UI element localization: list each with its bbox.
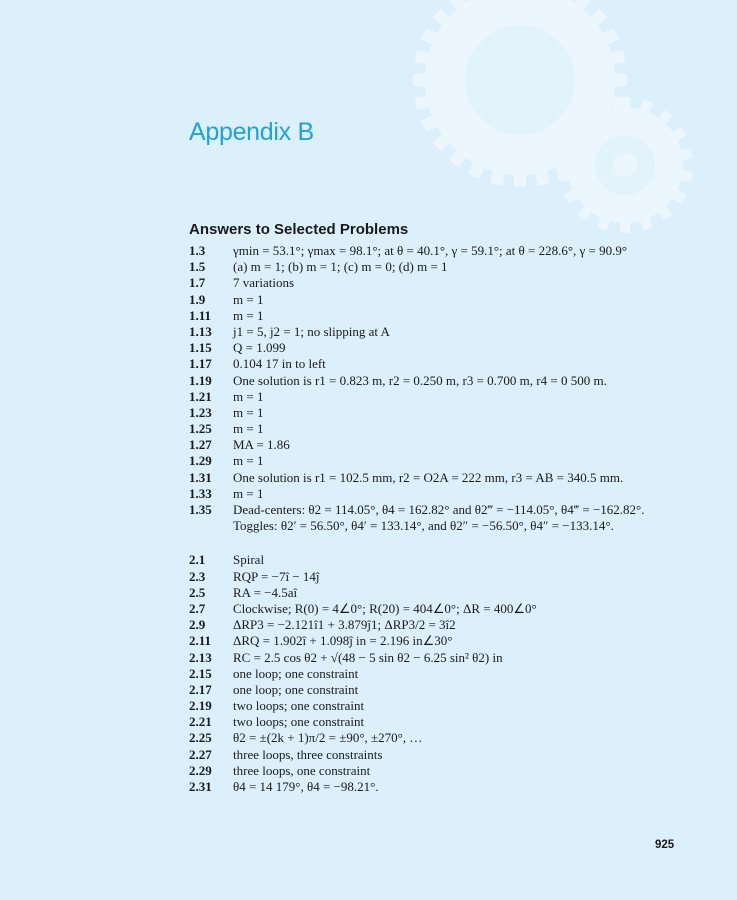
problem-number: 1.7 <box>189 275 206 291</box>
answer-row <box>189 308 709 324</box>
answer-text: one loop; one constraint <box>233 665 359 681</box>
answer-row <box>189 763 709 779</box>
answer-row <box>189 569 709 585</box>
answer-text: j1 = 5, j2 = 1; no slipping at A <box>233 323 390 339</box>
answer-text: MA = 1.86 <box>233 437 290 453</box>
section-heading: Answers to Selected Problems <box>189 221 409 238</box>
problem-number: 2.3 <box>189 568 206 584</box>
answer-row <box>189 601 709 617</box>
answer-text: θ4 = 14 179°, θ4 = −98.21°. <box>233 779 379 794</box>
answer-row <box>189 486 709 502</box>
problem-number: 2.19 <box>189 698 212 714</box>
answer-text: m = 1 <box>233 485 264 501</box>
answer-row <box>189 779 709 795</box>
problem-number: 1.21 <box>189 388 212 404</box>
answer-row <box>189 421 709 437</box>
answer-row <box>189 389 709 405</box>
answer-row <box>189 243 709 259</box>
answer-row <box>189 552 709 568</box>
problem-number: 1.13 <box>189 323 212 339</box>
answer-text: Clockwise; R(0) = 4∠0°; R(20) = 404∠0°; ΔR = 400∠0° <box>233 600 537 616</box>
answer-text: m = 1 <box>233 421 264 437</box>
problem-number: 1.27 <box>189 437 212 453</box>
answer-text: One solution is r1 = 102.5 mm, r2 = O2A = 222 mm, r3 = AB = 340.5 mm. <box>233 469 624 485</box>
problem-number: 2.25 <box>189 730 212 746</box>
answer-row <box>189 356 709 372</box>
answer-text: 7 variations <box>233 275 295 291</box>
answer-row <box>189 666 709 682</box>
answer-row <box>189 502 709 518</box>
problem-number: 1.15 <box>189 340 212 356</box>
answer-row <box>189 714 709 730</box>
problem-number: 1.19 <box>189 372 212 388</box>
answer-row <box>189 470 709 486</box>
answer-text: m = 1 <box>233 388 264 404</box>
problem-number: 1.9 <box>189 291 206 307</box>
answer-row <box>189 585 709 601</box>
answer-row <box>189 373 709 389</box>
problem-number: 1.11 <box>189 307 212 323</box>
problem-number: 1.25 <box>189 421 212 437</box>
answer-text: Toggles: θ2′ = 56.50°, θ4′ = 133.14°, and θ2″ = −56.50°, θ4″ = −133.14°. <box>233 518 614 534</box>
large-gear-icon <box>425 0 615 175</box>
answer-text: Q = 1.099 <box>233 340 286 356</box>
answer-row <box>189 275 709 291</box>
problem-number: 2.29 <box>189 762 212 778</box>
answer-text: three loops, three constraints <box>233 746 383 762</box>
answer-text: Spiral <box>233 552 265 568</box>
answer-text: One solution is r1 = 0.823 m, r2 = 0.250 m, r3 = 0.700 m, r4 = 0 500 m. <box>233 372 607 388</box>
answer-row <box>189 437 709 453</box>
problem-number: 2.15 <box>189 665 212 681</box>
answer-row <box>189 324 709 340</box>
problem-number: 2.9 <box>189 617 206 633</box>
answer-row <box>189 698 709 714</box>
answer-row <box>189 405 709 421</box>
answer-row <box>189 259 709 275</box>
answer-row <box>189 292 709 308</box>
answer-row <box>189 453 709 469</box>
answer-text: m = 1 <box>233 307 264 323</box>
answer-text: two loops; one constraint <box>233 714 365 730</box>
problem-number: 1.23 <box>189 404 212 420</box>
small-gear-icon <box>567 107 683 223</box>
problem-number: 1.5 <box>189 259 206 275</box>
answer-text: m = 1 <box>233 291 264 307</box>
answer-text: m = 1 <box>233 453 264 469</box>
problem-number: 2.31 <box>189 779 212 794</box>
answer-text: RC = 2.5 cos θ2 + √(48 − 5 sin θ2 − 6.25 sin² θ2) in <box>233 649 503 665</box>
problem-number: 2.13 <box>189 649 212 665</box>
answer-text: two loops; one constraint <box>233 698 365 714</box>
answer-row <box>189 650 709 666</box>
page-number: 925 <box>655 839 675 851</box>
answers-list <box>189 243 709 795</box>
answer-text: RQP = −7î − 14ĵ <box>233 568 320 584</box>
answer-row <box>189 518 709 534</box>
answer-text: m = 1 <box>233 404 264 420</box>
problem-number: 2.7 <box>189 600 206 616</box>
problem-number: 2.5 <box>189 584 206 600</box>
problem-number: 1.33 <box>189 485 212 501</box>
problem-number: 2.21 <box>189 714 212 730</box>
answer-row <box>189 730 709 746</box>
answer-text: one loop; one constraint <box>233 681 359 697</box>
answer-row <box>189 617 709 633</box>
appendix-title: Appendix B <box>189 118 314 146</box>
problem-number: 1.3 <box>189 243 206 258</box>
answer-text: (a) m = 1; (b) m = 1; (c) m = 0; (d) m = 1 <box>233 259 448 275</box>
answer-row <box>189 633 709 649</box>
answer-text: 0.104 17 in to left <box>233 356 326 372</box>
problem-number: 2.17 <box>189 681 212 697</box>
answer-text: three loops, one constraint <box>233 762 371 778</box>
problem-number: 1.17 <box>189 356 212 372</box>
answer-text: γmin = 53.1°; γmax = 98.1°; at θ = 40.1°, γ = 59.1°; at θ = 228.6°, γ = 90.9° <box>233 243 628 258</box>
problem-number: 2.27 <box>189 746 212 762</box>
problem-number: 1.29 <box>189 453 212 469</box>
problem-number: 1.31 <box>189 469 212 485</box>
problem-number: 2.11 <box>189 633 212 649</box>
answer-text: ΔRP3 = −2.121î1 + 3.879ĵ1; ΔRP3/2 = 3î2 <box>233 617 456 633</box>
answer-row <box>189 747 709 763</box>
answer-text: RA = −4.5aî <box>233 584 298 600</box>
answer-text: Dead-centers: θ2 = 114.05°, θ4 = 162.82° and θ2‴ = −114.05°, θ4‴ = −162.82°. <box>233 502 645 517</box>
problem-number: 2.1 <box>189 552 206 568</box>
problem-number: 1.35 <box>189 502 212 517</box>
answer-text: ΔRQ = 1.902î + 1.098ĵ in = 2.196 in∠30° <box>233 633 453 649</box>
answer-row <box>189 682 709 698</box>
answer-row <box>189 340 709 356</box>
answer-text: θ2 = ±(2k + 1)π/2 = ±90°, ±270°, … <box>233 730 423 746</box>
